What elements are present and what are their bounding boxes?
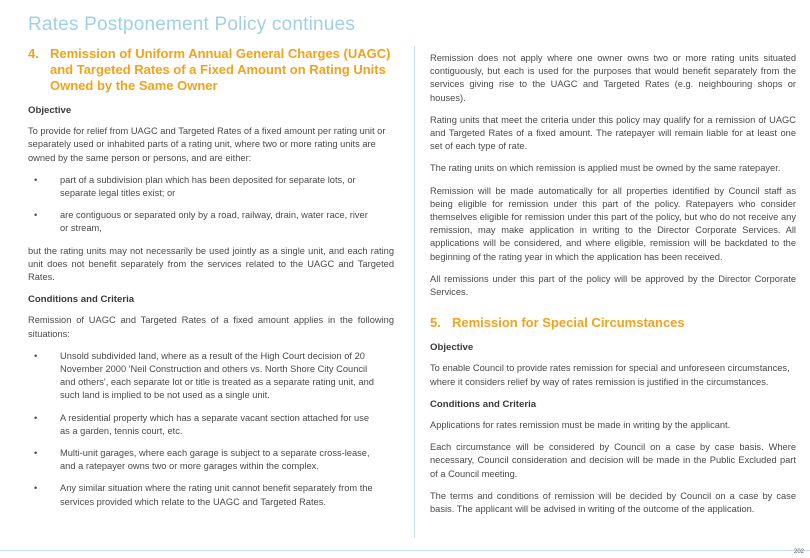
list-item (28, 482, 394, 508)
page-header-title: Rates Postponement Policy continues (28, 14, 356, 35)
bullet-icon: • (34, 448, 38, 459)
bullet-icon: • (34, 412, 38, 423)
bullet-icon: • (34, 210, 38, 221)
section-4-conditions-heading: Conditions and Criteria (28, 294, 135, 306)
section-4-paragraph: All remissions under this part of the policy will be approved by the Director Corporate Services. (430, 273, 796, 298)
section-4-objective-intro: To provide for relief from UAGC and Targeted Rates of a fixed amount per rating unit or separately used or inhabited parts of a rating unit, where two or more rating units are owned by the same person or persons, and are either: (28, 126, 386, 163)
section-4-number: 4. (28, 46, 39, 61)
right-column (430, 52, 796, 525)
section-5-number: 5. (430, 315, 441, 331)
section-5-objective-text: To enable Council to provide rates remission for special and unforeseen circumstances, where it considers relief by way of rates remission is justified in the circumstances. (430, 363, 790, 387)
section-4-objective-list (28, 174, 394, 236)
list-item-text: part of a subdivision plan which has been deposited for separate lots, or separate legal titles exist; or (60, 174, 356, 199)
list-item (28, 412, 394, 438)
section-4-title: Remission of Uniform Annual General Charges (UAGC) and Targeted Rates of a Fixed Amount on Rating Units Owned by the Same Owner (50, 46, 391, 93)
section-4-objective-outro: but the rating units may not necessarily be used jointly as a single unit, and each rating unit does not benefit separately from the services related to the UAGC and Targeted Rates. (28, 245, 394, 283)
list-item-text: Any similar situation where the rating unit cannot benefit separately from the services provided which relate to the UAGC and Targeted Rates. (60, 483, 373, 507)
section-5-objective-heading: Objective (430, 342, 474, 354)
list-item-text: A residential property which has a separate vacant section attached for use as a garden, tennis court, etc. (60, 412, 370, 436)
section-5-paragraph: Each circumstance will be considered by Council on a case by case basis. Where necessary, Council consideration and decision will be made in the Public Excluded part of a Council meeting. (430, 442, 796, 479)
section-4-objective-heading: Objective (28, 105, 72, 116)
bullet-icon: • (34, 350, 38, 361)
list-item (28, 174, 394, 200)
section-4-heading (28, 46, 394, 94)
section-5-conditions-heading: Conditions and Criteria (430, 398, 537, 410)
page-number: 202 (793, 549, 804, 555)
list-item-text: Unsold subdivided land, where as a result of the High Court decision of 20 November 2000 'Neil Construction and others vs. North Shore City Council and others', each separate lot or title is treated as a separate rating unit, and such land is implied to be not used as a single unit. (60, 350, 374, 401)
section-4-paragraph: Remission does not apply where one owner owns two or more rating units situated contiguously, but each is used for the purposes that would benefit separately from the services giving rise to the UAGC and Targeted Rates (e.g. neighbouring shops or houses). (430, 53, 796, 103)
bullet-icon: • (34, 483, 38, 494)
section-4-paragraph: The rating units on which remission is applied must be owned by the same ratepayer. (430, 163, 781, 174)
section-4-conditions-list (28, 350, 394, 509)
section-5-paragraph: Applications for rates remission must be made in writing by the applicant. (430, 420, 731, 431)
list-item (28, 350, 394, 403)
column-divider (414, 46, 415, 538)
section-4-conditions-intro: Remission of UAGC and Targeted Rates of a fixed amount applies in the following situations: (28, 315, 394, 339)
section-4-paragraph: Remission will be made automatically for all properties identified by Council staff as being eligible for remission under this part of the policy. Ratepayers who consider themselves eligible for remission under this part of the policy, but who do not receive any remission, may make application in writing to the Director Corporate Services. All applications will be considered, and where eligible, remission will be backdated to the beginning of the rating year in which the application has been received. (430, 185, 796, 262)
section-4-paragraph: Rating units that meet the criteria under this policy may qualify for a remission of UAGC and Targeted Rates of a fixed amount. The ratepayer will remain liable for at least one set of each type of rate. (430, 114, 796, 152)
list-item-text: are contiguous or separated only by a road, railway, drain, water race, river or stream, (60, 210, 368, 234)
section-5-heading (430, 315, 796, 331)
list-item (28, 447, 394, 473)
footer-divider (0, 550, 810, 551)
list-item (28, 209, 394, 235)
bullet-icon: • (34, 174, 38, 185)
section-5-paragraph: The terms and conditions of remission will be decided by Council on a case by case basis. The applicant will be advised in writing of the outcome of the application. (430, 490, 796, 515)
list-item-text: Multi-unit garages, where each garage is subject to a separate cross-lease, and a ratepayer owns two or more garages within the complex. (60, 448, 370, 472)
left-column (28, 46, 394, 518)
section-5-title: Remission for Special Circumstances (452, 315, 685, 331)
